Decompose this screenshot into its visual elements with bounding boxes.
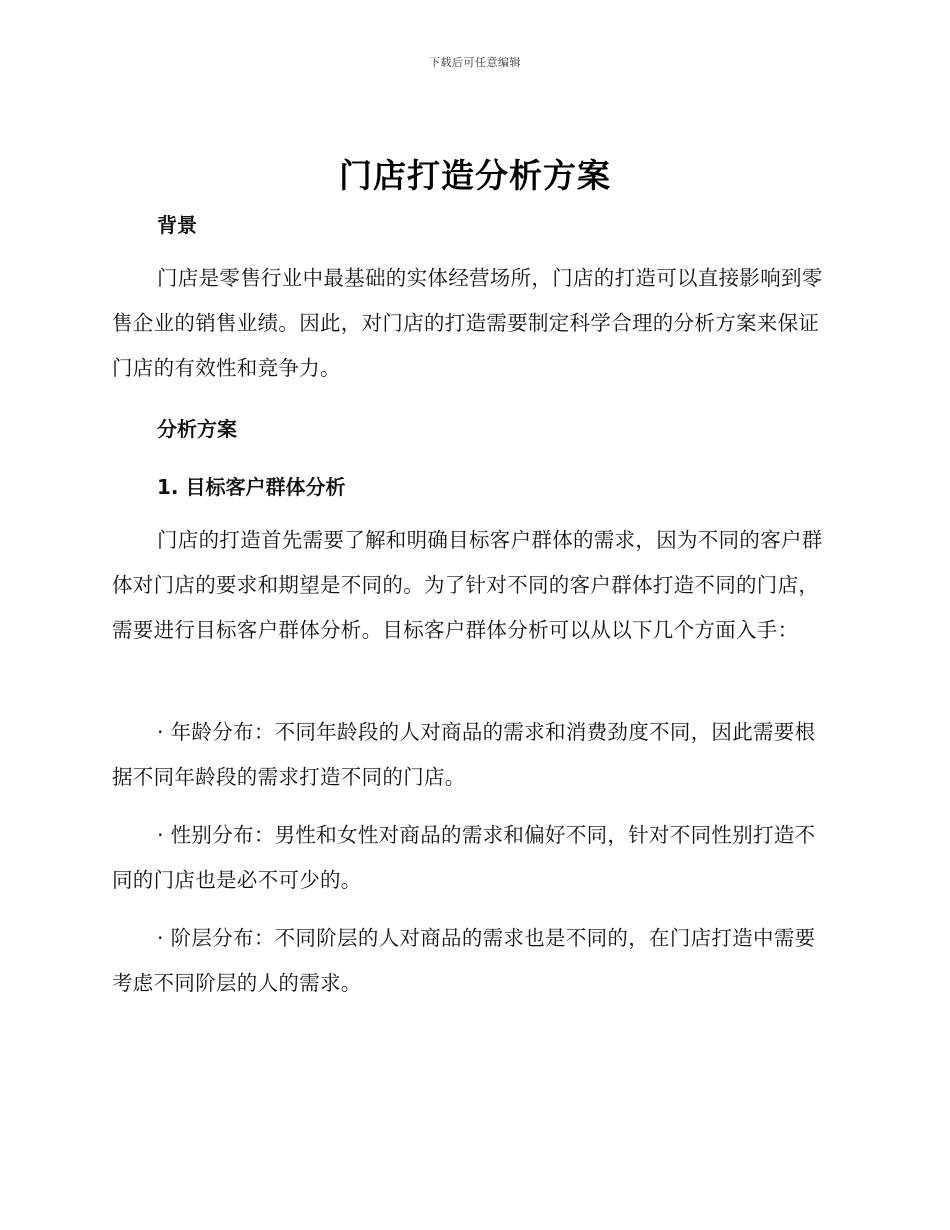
sub-heading-customer-analysis: 1. 目标客户群体分析 (157, 475, 346, 499)
bullet-gender: · 性别分布：男性和女性对商品的需求和偏好不同，针对不同性别打造不同的门店也是必不可少的。 (112, 823, 816, 892)
header-note: 下载后可任意编辑 (429, 56, 521, 69)
background-paragraph: 门店是零售行业中最基础的实体经营场所，门店的打造可以直接影响到零售企业的销售业绩。因此，对门店的打造需要制定科学合理的分析方案来保证门店的有效性和竞争力。 (112, 266, 823, 380)
bullet-age: · 年龄分布：不同年龄段的人对商品的需求和消费劲度不同，因此需要根据不同年龄段的需求打造不同的门店。 (112, 720, 816, 789)
document-title: 门店打造分析方案 (339, 156, 611, 195)
plan-heading: 分析方案 (157, 417, 237, 441)
background-heading: 背景 (157, 213, 197, 237)
bullet-class: · 阶层分布：不同阶层的人对商品的需求也是不同的，在门店打造中需要考虑不同阶层的人的需求。 (112, 926, 816, 995)
intro-paragraph: 门店的打造首先需要了解和明确目标客户群体的需求，因为不同的客户群体对门店的要求和期望是不同的。为了针对不同的客户群体打造不同的门店，需要进行目标客户群体分析。目标客户群体分析可以从以下几个方面入手： (112, 528, 823, 642)
